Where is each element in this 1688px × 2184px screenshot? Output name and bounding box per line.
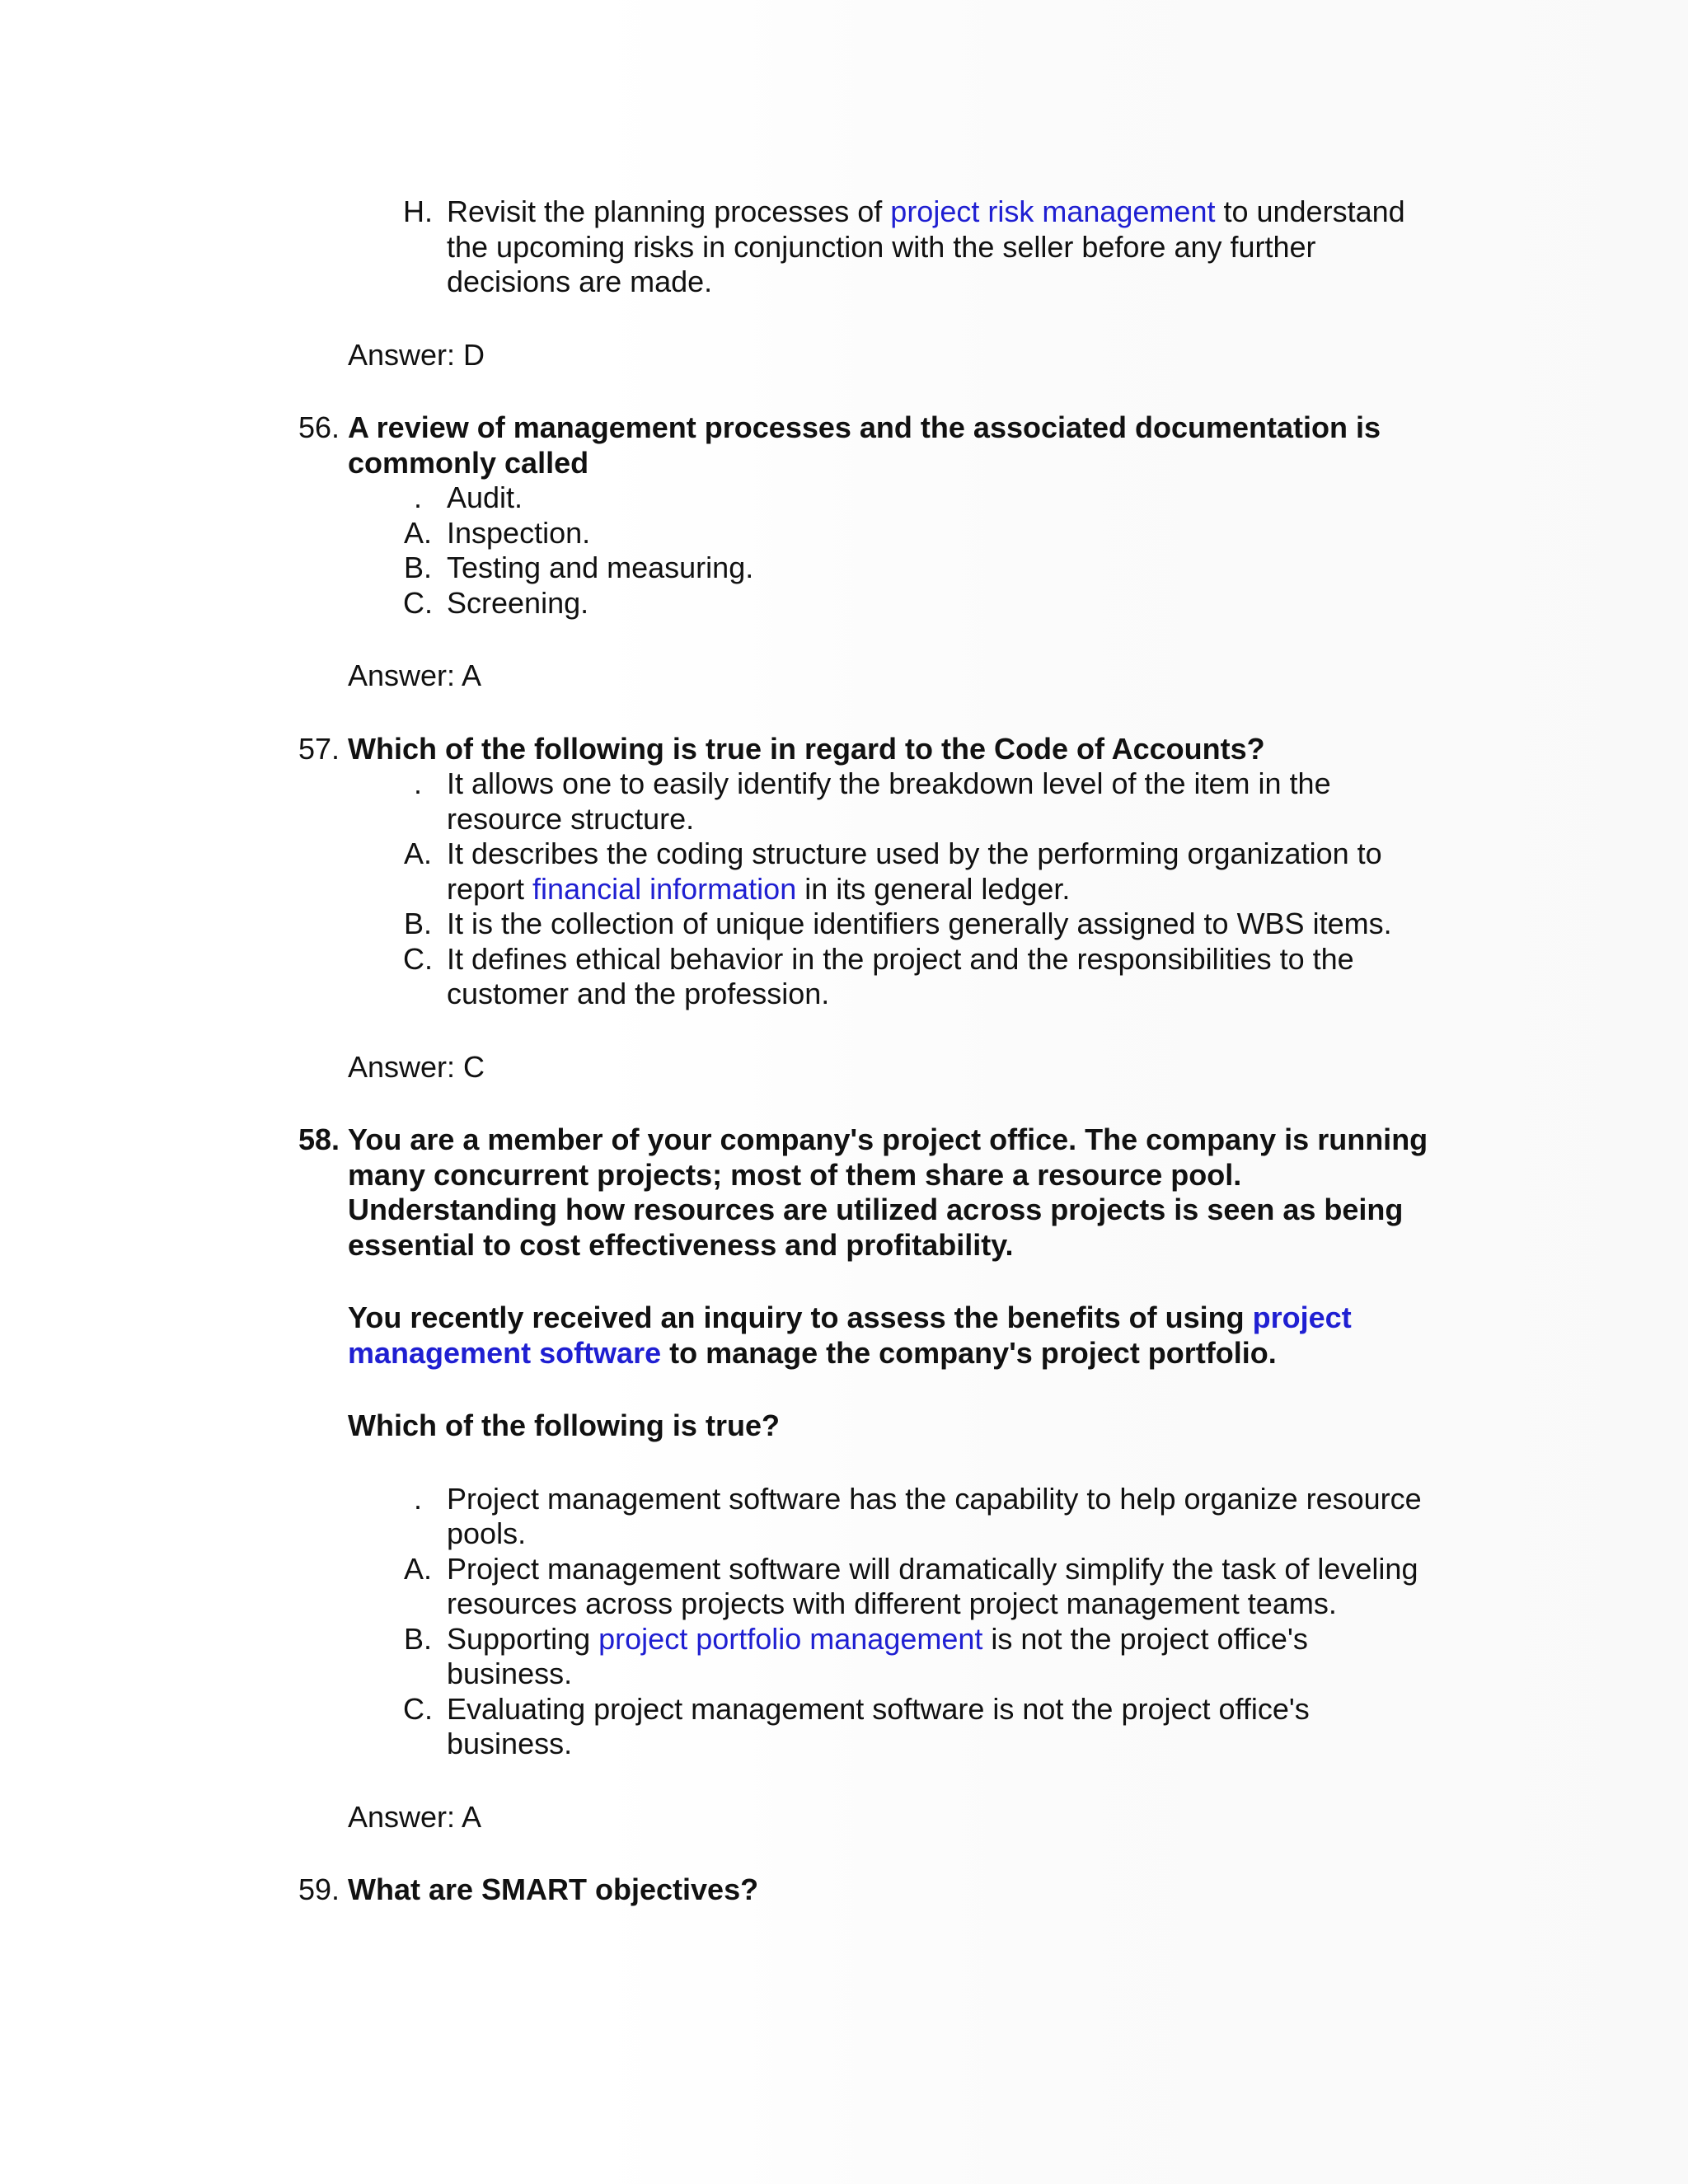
list-item bbox=[298, 1622, 1436, 1692]
option-letter: . bbox=[413, 480, 422, 514]
question-paragraph-2: You recently received an inquiry to assess the benefits of using bbox=[348, 1301, 1253, 1334]
question-paragraph-1: You are a member of your company's project office. The company is running many concurrent projects; most of them share a resource pool. Understanding how resources are utilized across projects is seen as being essential to cost effectiveness and profitability. bbox=[348, 1122, 1428, 1262]
options-56 bbox=[298, 480, 1436, 621]
option-letter: A. bbox=[403, 837, 432, 870]
option-letter: C. bbox=[403, 1691, 433, 1726]
question-text: A review of management processes and the associated documentation is commonly called bbox=[348, 410, 1381, 480]
question-text: What are SMART objectives? bbox=[348, 1872, 759, 1906]
option-letter: B. bbox=[403, 907, 432, 940]
list-item bbox=[298, 1482, 1436, 1552]
option-text-tail: in its general ledger. bbox=[796, 871, 1071, 906]
option-text: Screening. bbox=[447, 585, 589, 620]
option-letter: . bbox=[413, 1481, 422, 1516]
list-item bbox=[298, 942, 1436, 1012]
option-text: It describes the coding structure used by the performing organization to report bbox=[447, 837, 1382, 906]
answer-58: Answer: A bbox=[348, 1799, 482, 1834]
list-item bbox=[298, 516, 1436, 551]
option-text: It defines ethical behavior in the project and the responsibilities to the customer and the profession. bbox=[447, 941, 1354, 1010]
option-text: It allows one to easily identify the breakdown level of the item in the resource structure. bbox=[447, 766, 1331, 836]
list-item bbox=[298, 551, 1436, 586]
options-58 bbox=[298, 1482, 1436, 1762]
question-58-paragraph-2 bbox=[298, 1301, 1436, 1371]
question-58 bbox=[298, 1122, 1436, 1263]
answer-56: Answer: A bbox=[348, 658, 482, 692]
option-text-tail: to understand the upcoming risks in conjunction with the seller before any further decisions are made. bbox=[447, 194, 1405, 298]
list-item bbox=[298, 766, 1436, 837]
list-item bbox=[298, 1692, 1436, 1762]
option-text: Project management software has the capability to help organize resource pools. bbox=[447, 1481, 1422, 1550]
option-text: Testing and measuring. bbox=[447, 551, 754, 584]
option-text: Revisit the planning processes of bbox=[447, 194, 891, 228]
document-content bbox=[298, 194, 1436, 1908]
question-56 bbox=[298, 410, 1436, 480]
list-item bbox=[298, 586, 1436, 621]
link-project-management-software[interactable]: project management software bbox=[348, 1301, 1352, 1370]
question-58-prompt bbox=[298, 1408, 1436, 1444]
list-item bbox=[298, 837, 1436, 907]
option-letter: . bbox=[413, 766, 422, 800]
answer-57: Answer: C bbox=[348, 1049, 485, 1084]
option-text: Inspection. bbox=[447, 515, 591, 550]
list-item bbox=[298, 1552, 1436, 1622]
option-letter: C. bbox=[403, 941, 433, 976]
option-text: Project management software will dramatically simplify the task of leveling resources across projects with different project management teams. bbox=[447, 1551, 1418, 1620]
question-number: 58. bbox=[298, 1122, 340, 1156]
question-text: Which of the following is true in regard to the Code of Accounts? bbox=[348, 731, 1265, 766]
option-letter: H. bbox=[403, 194, 433, 228]
option-text: It is the collection of unique identifiers generally assigned to WBS items. bbox=[447, 907, 1392, 940]
question-number: 56. bbox=[298, 410, 340, 444]
list-item bbox=[298, 907, 1436, 942]
answer-55: Answer: D bbox=[348, 337, 485, 372]
option-letter: A. bbox=[403, 515, 432, 550]
option-text: Evaluating project management software is not the project office's business. bbox=[447, 1691, 1310, 1760]
question-paragraph-2-tail: to manage the company's project portfolio. bbox=[661, 1335, 1277, 1370]
option-h bbox=[298, 194, 1436, 300]
options-57 bbox=[298, 766, 1436, 1012]
link-financial-information[interactable]: financial information bbox=[532, 871, 797, 906]
link-project-portfolio-management[interactable]: project portfolio management bbox=[598, 1621, 983, 1656]
question-57 bbox=[298, 732, 1436, 767]
question-59 bbox=[298, 1872, 1436, 1908]
question-number: 57. bbox=[298, 731, 340, 766]
option-letter: A. bbox=[403, 1551, 432, 1586]
option-text-tail: is not the project office's business. bbox=[447, 1621, 1308, 1690]
question-text: Which of the following is true? bbox=[348, 1408, 780, 1442]
option-text: Audit. bbox=[447, 480, 523, 514]
option-letter: B. bbox=[403, 551, 432, 584]
link-project-risk-management[interactable]: project risk management bbox=[890, 194, 1216, 228]
list-item bbox=[298, 480, 1436, 516]
option-letter: B. bbox=[403, 1621, 432, 1656]
option-letter: C. bbox=[403, 585, 433, 620]
option-text: Supporting bbox=[447, 1621, 599, 1656]
question-number: 59. bbox=[298, 1872, 340, 1906]
